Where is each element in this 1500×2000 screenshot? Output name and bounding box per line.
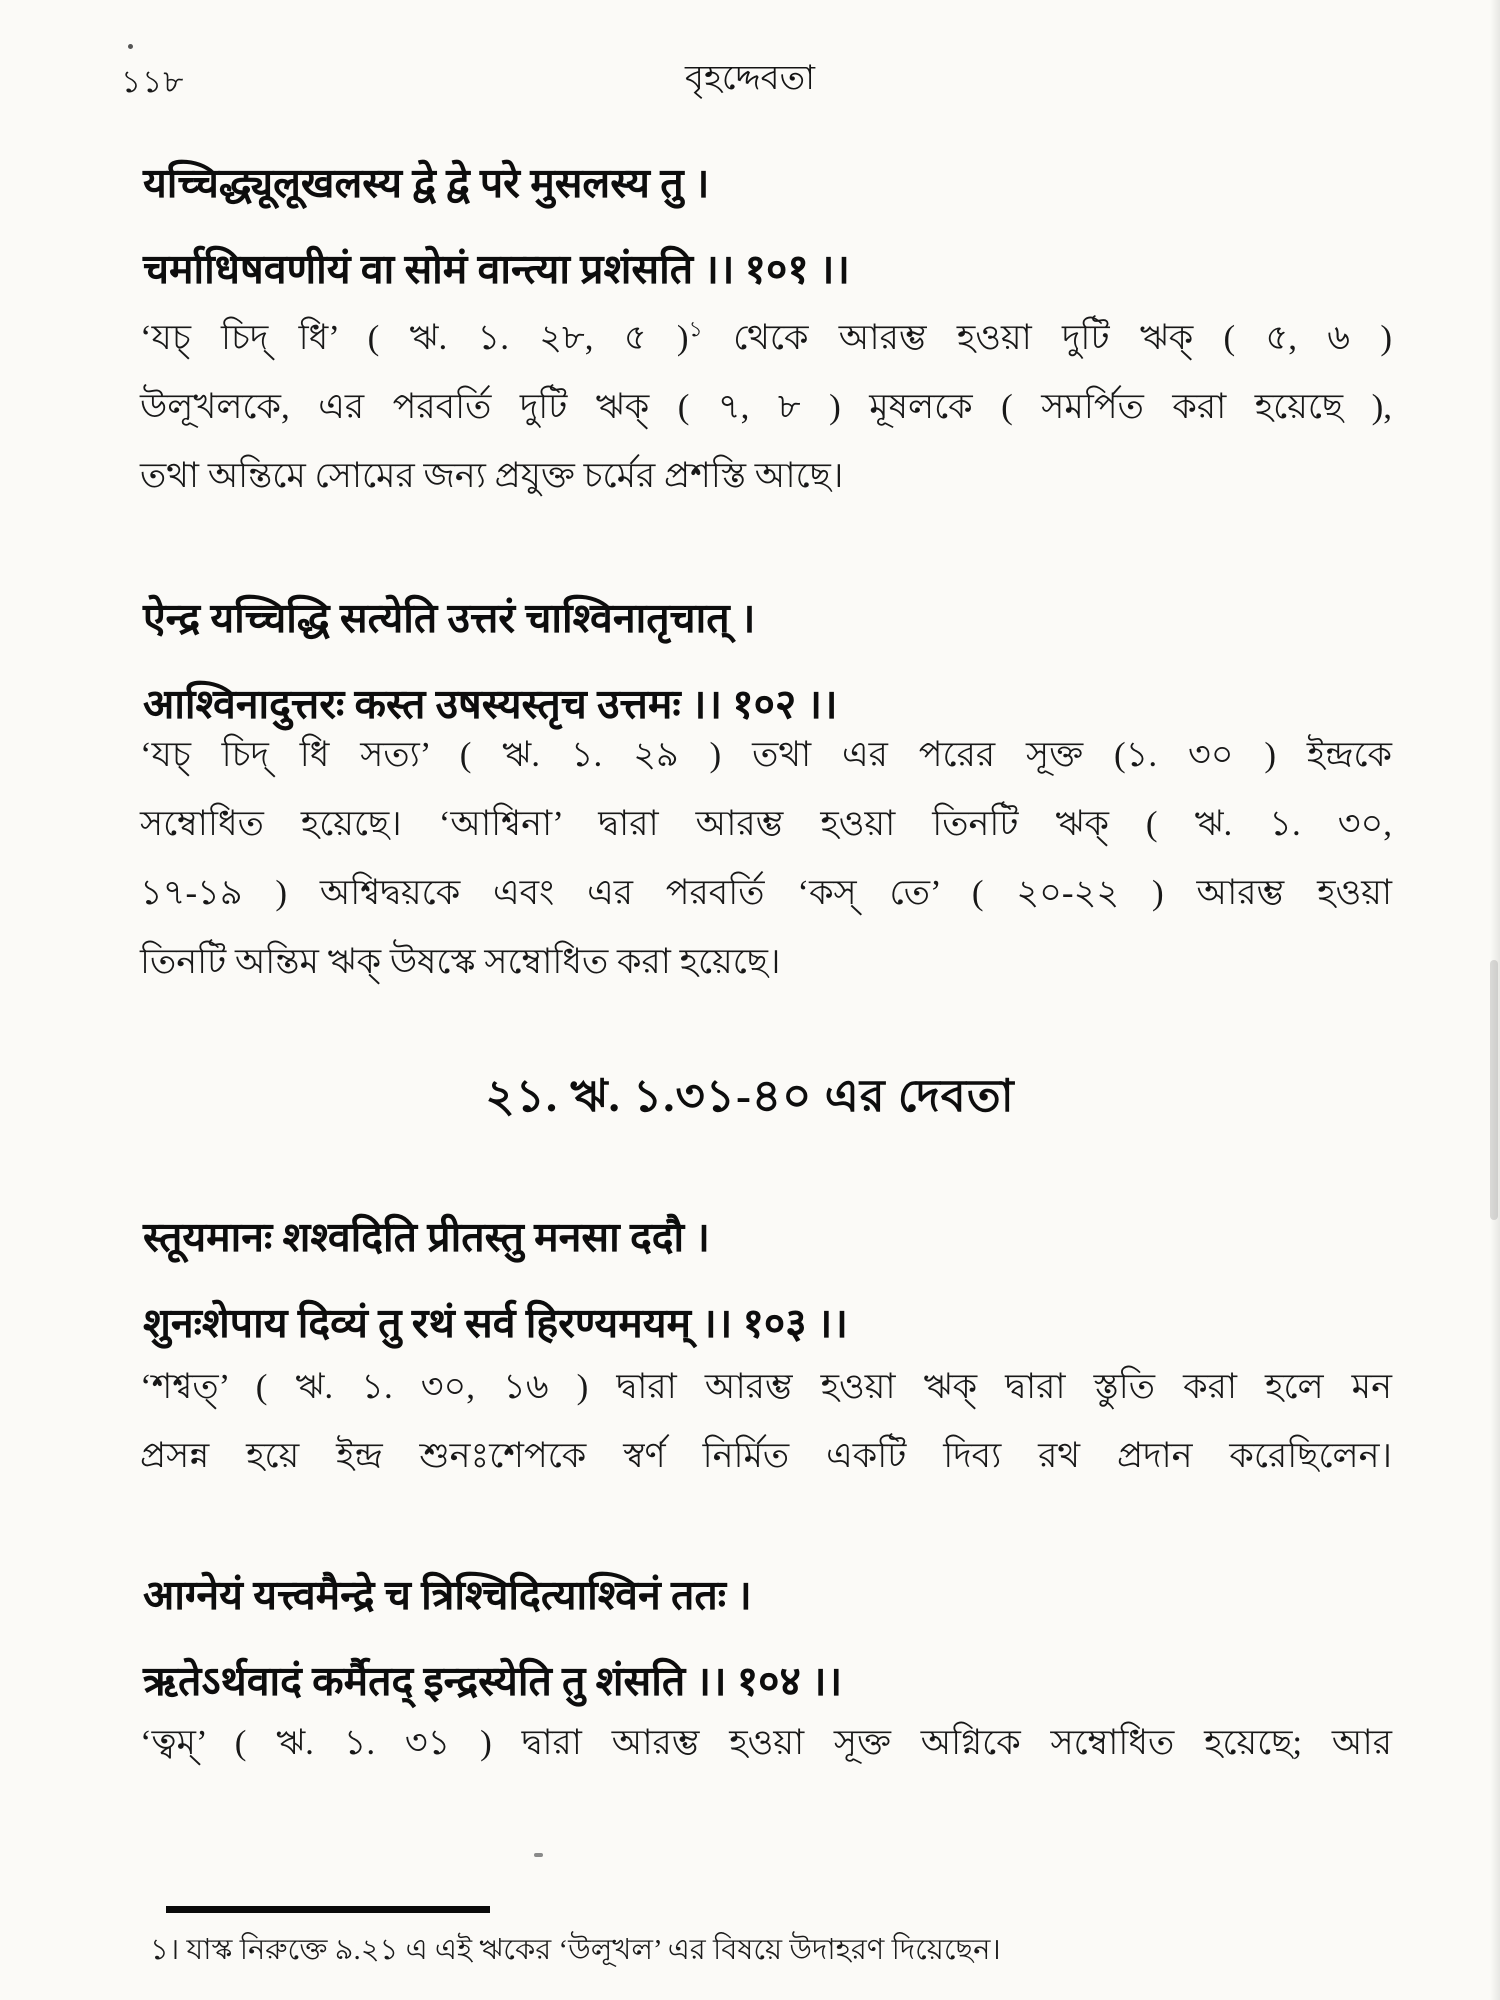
commentary-101-line-1-pre: ‘যচ্ চিদ্ ধি’ ( ঋ. ১. ২৮, ৫ ) <box>140 318 689 357</box>
commentary-103-line-1: ‘শশ্বত্’ ( ঋ. ১. ৩০, ১৬ ) দ্বারা আরম্ভ হওয়া ঋক্ দ্বারা স্তুতি করা হলে মন <box>140 1367 1392 1406</box>
footnote-divider <box>166 1906 490 1913</box>
commentary-101-line-2: উলূখলকে, এর পরবর্তি দুটি ঋক্ ( ৭, ৮ ) মূষলকে ( সমর্পিত করা হয়েছে ), <box>140 387 1392 426</box>
verse-101-line-2: चर्माधिषवणीयं वा सोमं वान्त्या प्रशंसति ।। १०१ ।। <box>143 246 850 292</box>
commentary-104 <box>140 1708 1392 1777</box>
commentary-102-line-2: সম্বোধিত হয়েছে। ‘আশ্বিনা’ দ্বারা আরম্ভ হওয়া তিনটি ঋক্ ( ঋ. ১. ৩০, <box>140 804 1392 843</box>
commentary-102-line-1: ‘যচ্ চিদ্ ধি সত্য’ ( ঋ. ১. ২৯ ) তথা এর পরের সূক্ত (১. ৩০ ) ইন্দ্রকে <box>140 735 1392 774</box>
footnote-text: ১। যাস্ক নিরুক্তে ৯.২১ এ এই ঋকের ‘উলূখল’ এর বিষয়ে উদাহরণ দিয়েছেন। <box>150 1934 1001 1966</box>
scan-speck <box>534 1853 543 1857</box>
verse-104 <box>143 1552 842 1724</box>
commentary-101-line-1 <box>140 303 1392 372</box>
verse-102-line-1: ऐन्द्र यच्चिद्धि सत्येति उत्तरं चाश्विनातृचात् । <box>143 595 756 641</box>
commentary-102-line-3: ১৭-১৯ ) অশ্বিদ্বয়কে এবং এর পরবর্তি ‘কস্ তে’ ( ২০-২২ ) আরম্ভ হওয়া <box>140 873 1392 912</box>
commentary-104-line-1: ‘ত্বম্’ ( ঋ. ১. ৩১ ) দ্বারা আরম্ভ হওয়া সূক্ত অগ্নিকে সম্বোধিত হয়েছে; আর <box>140 1723 1392 1762</box>
commentary-103-line-2: প্রসন্ন হয়ে ইন্দ্র শুনঃশেপকে স্বর্ণ নির্মিত একটি দিব্য রথ প্রদান করেছিলেন। <box>140 1436 1392 1475</box>
footnote-ref-marker: ১ <box>688 316 703 342</box>
commentary-102 <box>140 720 1392 996</box>
verse-103 <box>143 1194 848 1366</box>
commentary-101 <box>140 303 1392 510</box>
commentary-103 <box>140 1352 1392 1490</box>
running-header-title: বৃহদ্দেবতা <box>685 60 815 97</box>
verse-102-line-2: आश्विनादुत्तरः कस्त उषस्यस्तृच उत्तमः ।। १०२ ।। <box>143 681 838 727</box>
commentary-101-line-3: তথা অন্তিমে সোমের জন্য প্রযুক্ত চর্মের প্রশস্তি আছে। <box>140 456 844 495</box>
scan-speck <box>128 44 133 49</box>
verse-101-line-1: यच्चिद्ध्यूलूखलस्य द्वे द्वे परे मुसलस्य तु । <box>143 160 710 206</box>
verse-104-line-1: आग्नेयं यत्त्वमैन्द्रे च त्रिश्चिदित्याश्विनं ततः । <box>143 1572 752 1618</box>
verse-101 <box>143 140 850 312</box>
section-heading: ২১. ঋ. ১.৩১-৪০ এর দেবতা <box>485 1071 1015 1121</box>
commentary-102-line-4: তিনটি অন্তিম ঋক্ উষস্কে সম্বোধিত করা হয়েছে। <box>140 942 781 981</box>
commentary-101-line-1-post: থেকে আরম্ভ হওয়া দুটি ঋক্ ( ৫, ৬ ) <box>702 318 1392 357</box>
page-number: ১১৮ <box>121 64 185 99</box>
verse-103-line-2: शुनःशेपाय दिव्यं तु रथं सर्व हिरण्यमयम् ।। १०३ ।। <box>143 1300 848 1346</box>
verse-104-line-2: ऋतेऽर्थवादं कर्मैतद् इन्द्रस्येति तु शंसति ।। १०४ ।। <box>143 1658 843 1704</box>
verse-103-line-1: स्तूयमानः शश्वदिति प्रीतस्तु मनसा ददौ । <box>143 1214 710 1260</box>
